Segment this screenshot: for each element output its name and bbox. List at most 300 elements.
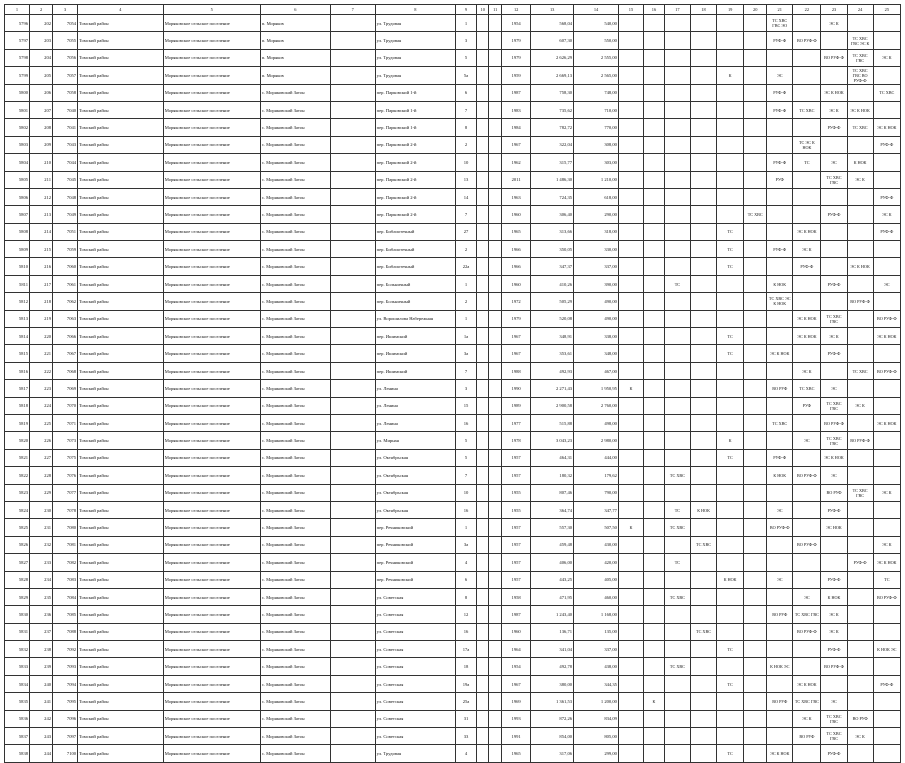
table-cell-col-14: 507,50 (574, 519, 619, 536)
table-cell-col-15 (618, 641, 643, 658)
table-cell-col-20 (744, 675, 767, 692)
column-number-header: 6 (260, 5, 330, 15)
table-cell-col-22: ЭС К НОК (793, 675, 821, 692)
table-cell-col-19: К (717, 432, 744, 449)
table-cell-col-5: Моряковское сельское поселение (163, 15, 260, 32)
table-cell-col-2: 208 (30, 119, 53, 136)
table-cell-col-15 (618, 728, 643, 745)
table-cell-col-5: Моряковское сельское поселение (163, 658, 260, 675)
table-cell-col-14: 790,00 (574, 484, 619, 501)
table-cell-col-25: ТС (873, 571, 900, 588)
table-cell-col-10 (476, 693, 489, 710)
table-cell-col-21: ТС ХВС (767, 414, 793, 431)
table-cell-col-7 (330, 536, 375, 553)
table-cell-col-1: 5836 (5, 710, 30, 727)
table-cell-col-3: 7068 (53, 362, 78, 379)
table-cell-col-6: с. Моряковский Затон (260, 223, 330, 240)
table-cell-col-23: ТС ХВС ГВС (821, 171, 847, 188)
table-cell-col-3: 7092 (53, 641, 78, 658)
table-cell-col-17 (664, 258, 690, 275)
table-cell-col-20 (744, 710, 767, 727)
table-cell-col-17: ТС ХВС (664, 588, 690, 605)
table-row (5, 710, 901, 727)
table-cell-col-17 (664, 571, 690, 588)
table-cell-col-16: К (644, 693, 665, 710)
table-cell-col-23: ТС ХВС ГВС (821, 432, 847, 449)
table-cell-col-8: пер. Речниковский (375, 571, 455, 588)
table-cell-col-25: РУФ-Ф (873, 136, 900, 153)
table-cell-col-2: 239 (30, 658, 53, 675)
table-cell-col-20 (744, 606, 767, 623)
table-cell-col-6: с. Моряковский Затон (260, 380, 330, 397)
table-cell-col-9: 3а (456, 345, 477, 362)
table-row (5, 380, 901, 397)
table-cell-col-22: ТС (793, 154, 821, 171)
table-cell-col-1: 5830 (5, 606, 30, 623)
table-cell-col-7 (330, 571, 375, 588)
table-cell-col-9: 4 (456, 554, 477, 571)
table-cell-col-15 (618, 588, 643, 605)
table-cell-col-17 (664, 310, 690, 327)
table-cell-col-13: 380,00 (531, 675, 574, 692)
table-cell-col-13: 364,74 (531, 501, 574, 518)
table-cell-col-12: 1979 (502, 49, 531, 66)
table-cell-col-6: с. Моряковский Затон (260, 188, 330, 205)
table-cell-col-11 (489, 293, 502, 310)
table-cell-col-18 (690, 119, 716, 136)
table-cell-col-9: 2 (456, 293, 477, 310)
table-cell-col-15: К (618, 519, 643, 536)
table-cell-col-13: 2 626,29 (531, 49, 574, 66)
table-cell-col-2: 223 (30, 380, 53, 397)
table-cell-col-18: К НОК (690, 501, 716, 518)
table-cell-col-5: Моряковское сельское поселение (163, 623, 260, 640)
table-cell-col-14: 2 565,00 (574, 67, 619, 84)
table-cell-col-10 (476, 554, 489, 571)
table-cell-col-20 (744, 519, 767, 536)
table-cell-col-14: 348,00 (574, 345, 619, 362)
table-cell-col-8: ул. Трудовая (375, 15, 455, 32)
table-cell-col-23 (821, 241, 847, 258)
table-cell-col-23: РУФ-Ф (821, 119, 847, 136)
table-cell-col-6: с. Моряковский Затон (260, 362, 330, 379)
table-cell-col-24: ТС ХВС ГВС (847, 49, 873, 66)
table-cell-col-11 (489, 49, 502, 66)
table-cell-col-21: РУФ-Ф (767, 32, 793, 49)
table-cell-col-25 (873, 623, 900, 640)
table-cell-col-20 (744, 693, 767, 710)
table-cell-col-8: пер. Ишимский (375, 345, 455, 362)
table-row (5, 223, 901, 240)
table-cell-col-25 (873, 380, 900, 397)
table-cell-col-13: 854,00 (531, 728, 574, 745)
table-cell-col-7 (330, 728, 375, 745)
table-cell-col-14: 1 200,00 (574, 693, 619, 710)
table-cell-col-19 (717, 710, 744, 727)
table-cell-col-15 (618, 223, 643, 240)
table-cell-col-7 (330, 275, 375, 292)
table-cell-col-13: 322,04 (531, 136, 574, 153)
table-cell-col-16 (644, 32, 665, 49)
table-cell-col-10 (476, 484, 489, 501)
table-cell-col-20 (744, 84, 767, 101)
table-cell-col-11 (489, 641, 502, 658)
table-cell-col-14: 338,00 (574, 328, 619, 345)
table-cell-col-24 (847, 241, 873, 258)
table-cell-col-24 (847, 345, 873, 362)
table-cell-col-8: ул. Советская (375, 693, 455, 710)
table-row (5, 101, 901, 118)
table-cell-col-12: 1991 (502, 728, 531, 745)
table-cell-col-10 (476, 745, 489, 762)
table-row (5, 275, 901, 292)
table-cell-col-21: ЭС (767, 67, 793, 84)
table-cell-col-1: 5805 (5, 171, 30, 188)
table-cell-col-20 (744, 432, 767, 449)
column-number-header: 4 (78, 5, 164, 15)
table-cell-col-6: с. Моряковский Затон (260, 293, 330, 310)
table-cell-col-20 (744, 414, 767, 431)
table-cell-col-19 (717, 623, 744, 640)
table-cell-col-18 (690, 49, 716, 66)
table-cell-col-17 (664, 641, 690, 658)
table-cell-col-5: Моряковское сельское поселение (163, 67, 260, 84)
table-cell-col-2: 243 (30, 728, 53, 745)
table-cell-col-15 (618, 536, 643, 553)
table-cell-col-22 (793, 293, 821, 310)
table-cell-col-5: Моряковское сельское поселение (163, 328, 260, 345)
table-cell-col-21 (767, 310, 793, 327)
table-row (5, 623, 901, 640)
table-cell-col-17: ТС (664, 275, 690, 292)
table-cell-col-25 (873, 171, 900, 188)
table-cell-col-14: 805,00 (574, 728, 619, 745)
table-cell-col-19: ТС (717, 641, 744, 658)
table-cell-col-3: 7055 (53, 32, 78, 49)
table-cell-col-3: 7071 (53, 414, 78, 431)
table-cell-col-13: 443,25 (531, 571, 574, 588)
table-cell-col-1: 5812 (5, 293, 30, 310)
table-cell-col-16 (644, 293, 665, 310)
table-cell-col-5: Моряковское сельское поселение (163, 171, 260, 188)
table-row (5, 15, 901, 32)
table-cell-col-7 (330, 328, 375, 345)
table-cell-col-17 (664, 171, 690, 188)
table-cell-col-3: 7088 (53, 623, 78, 640)
table-cell-col-4: Томский район (78, 171, 164, 188)
table-cell-col-15 (618, 84, 643, 101)
column-number-header: 14 (574, 5, 619, 15)
table-cell-col-14: 1 950,95 (574, 380, 619, 397)
table-cell-col-9: 3 (456, 380, 477, 397)
table-cell-col-9: 7 (456, 362, 477, 379)
table-cell-col-14: 550,00 (574, 32, 619, 49)
table-cell-col-3: 7051 (53, 223, 78, 240)
table-cell-col-5: Моряковское сельское поселение (163, 414, 260, 431)
table-cell-col-2: 203 (30, 32, 53, 49)
table-cell-col-8: ул. Ворошилова Набережная (375, 310, 455, 327)
table-cell-col-23 (821, 136, 847, 153)
column-number-header: 2 (30, 5, 53, 15)
table-cell-col-24 (847, 745, 873, 762)
table-cell-col-21: ЭС (767, 501, 793, 518)
table-cell-col-5: Моряковское сельское поселение (163, 49, 260, 66)
table-cell-col-17 (664, 432, 690, 449)
table-cell-col-11 (489, 745, 502, 762)
table-cell-col-18 (690, 101, 716, 118)
table-cell-col-4: Томский район (78, 15, 164, 32)
table-cell-col-5: Моряковское сельское поселение (163, 501, 260, 518)
table-cell-col-22: ЭС К НОК (793, 223, 821, 240)
table-cell-col-10 (476, 119, 489, 136)
table-cell-col-13: 872,26 (531, 710, 574, 727)
table-cell-col-17: ТС ХВС (664, 467, 690, 484)
table-cell-col-4: Томский район (78, 693, 164, 710)
table-cell-col-19 (717, 501, 744, 518)
table-cell-col-24: ТС ХВС ГВС ВО РУФ-Ф (847, 67, 873, 84)
table-cell-col-8: ул. Октябрьская (375, 501, 455, 518)
table-cell-col-15 (618, 119, 643, 136)
table-cell-col-3: 7069 (53, 380, 78, 397)
table-cell-col-9: 13 (456, 171, 477, 188)
table-cell-col-19 (717, 15, 744, 32)
table-cell-col-9: 1 (456, 519, 477, 536)
table-cell-col-19 (717, 484, 744, 501)
table-cell-col-16 (644, 67, 665, 84)
table-cell-col-20 (744, 588, 767, 605)
table-cell-col-4: Томский район (78, 519, 164, 536)
table-cell-col-11 (489, 571, 502, 588)
table-row (5, 519, 901, 536)
table-row (5, 258, 901, 275)
table-cell-col-5: Моряковское сельское поселение (163, 206, 260, 223)
table-cell-col-7 (330, 432, 375, 449)
table-cell-col-16 (644, 728, 665, 745)
table-row (5, 432, 901, 449)
table-cell-col-13: 350,05 (531, 241, 574, 258)
table-cell-col-22 (793, 519, 821, 536)
table-cell-col-10 (476, 328, 489, 345)
table-row (5, 588, 901, 605)
table-cell-col-2: 226 (30, 432, 53, 449)
table-cell-col-19 (717, 154, 744, 171)
table-cell-col-25 (873, 501, 900, 518)
table-cell-col-5: Моряковское сельское поселение (163, 397, 260, 414)
table-cell-col-22: ТС ХВС ГВС (793, 606, 821, 623)
table-cell-col-10 (476, 275, 489, 292)
table-cell-col-14: 444,00 (574, 449, 619, 466)
table-cell-col-12: 1957 (502, 519, 531, 536)
table-cell-col-12: 1955 (502, 501, 531, 518)
table-cell-col-24 (847, 310, 873, 327)
table-cell-col-20 (744, 154, 767, 171)
table-cell-col-6: с. Моряковский Затон (260, 484, 330, 501)
table-cell-col-10 (476, 15, 489, 32)
table-cell-col-3: 7041 (53, 119, 78, 136)
table-cell-col-19 (717, 136, 744, 153)
table-cell-col-17 (664, 484, 690, 501)
table-cell-col-14: 179,62 (574, 467, 619, 484)
table-cell-col-11 (489, 67, 502, 84)
table-cell-col-15 (618, 675, 643, 692)
column-number-header: 20 (744, 5, 767, 15)
table-cell-col-10 (476, 588, 489, 605)
table-cell-col-18 (690, 154, 716, 171)
table-cell-col-16 (644, 84, 665, 101)
table-cell-col-12: 1993 (502, 710, 531, 727)
table-cell-col-16 (644, 380, 665, 397)
table-cell-col-17 (664, 188, 690, 205)
table-cell-col-13: 492,78 (531, 658, 574, 675)
table-cell-col-6: с. Моряковский Затон (260, 206, 330, 223)
table-cell-col-8: ул. Советская (375, 641, 455, 658)
table-cell-col-18 (690, 728, 716, 745)
table-cell-col-11 (489, 345, 502, 362)
table-cell-col-16 (644, 484, 665, 501)
table-cell-col-13: 735,62 (531, 101, 574, 118)
table-cell-col-17 (664, 328, 690, 345)
table-cell-col-14: 344,35 (574, 675, 619, 692)
table-cell-col-11 (489, 554, 502, 571)
table-cell-col-3: 7082 (53, 554, 78, 571)
table-cell-col-17 (664, 84, 690, 101)
table-cell-col-7 (330, 310, 375, 327)
table-cell-col-9: 7 (456, 467, 477, 484)
table-cell-col-22: ВО РУФ-Ф (793, 467, 821, 484)
table-cell-col-20 (744, 641, 767, 658)
table-cell-col-19 (717, 293, 744, 310)
table-cell-col-19 (717, 362, 744, 379)
table-cell-col-2: 242 (30, 710, 53, 727)
table-cell-col-21: К НОК ЭС (767, 658, 793, 675)
table-cell-col-11 (489, 467, 502, 484)
table-cell-col-3: 7096 (53, 710, 78, 727)
table-cell-col-3: 7059 (53, 241, 78, 258)
table-cell-col-19 (717, 206, 744, 223)
table-cell-col-17 (664, 223, 690, 240)
table-cell-col-12: 1955 (502, 484, 531, 501)
table-cell-col-14: 770,00 (574, 119, 619, 136)
table-row (5, 693, 901, 710)
table-cell-col-5: Моряковское сельское поселение (163, 728, 260, 745)
table-cell-col-22 (793, 745, 821, 762)
table-cell-col-15 (618, 397, 643, 414)
table-cell-col-21: ВО РУФ (767, 693, 793, 710)
table-cell-col-4: Томский район (78, 223, 164, 240)
table-cell-col-11 (489, 310, 502, 327)
table-cell-col-23: ЭС (821, 467, 847, 484)
table-cell-col-25 (873, 67, 900, 84)
table-row (5, 49, 901, 66)
table-cell-col-3: 7084 (53, 588, 78, 605)
table-cell-col-6: с. Моряковский Затон (260, 623, 330, 640)
table-cell-col-11 (489, 449, 502, 466)
table-cell-col-8: ул. Трудовая (375, 67, 455, 84)
table-cell-col-21 (767, 206, 793, 223)
table-cell-col-14: 498,00 (574, 414, 619, 431)
table-cell-col-15 (618, 484, 643, 501)
table-cell-col-3: 7097 (53, 728, 78, 745)
table-cell-col-9: 22а (456, 258, 477, 275)
table-cell-col-10 (476, 519, 489, 536)
table-cell-col-22: ВО РУФ-Ф (793, 623, 821, 640)
table-cell-col-7 (330, 258, 375, 275)
table-cell-col-23 (821, 188, 847, 205)
table-cell-col-8: ул. Советская (375, 728, 455, 745)
table-cell-col-23 (821, 223, 847, 240)
table-cell-col-19 (717, 728, 744, 745)
table-row (5, 675, 901, 692)
table-cell-col-2: 229 (30, 484, 53, 501)
table-cell-col-10 (476, 501, 489, 518)
table-cell-col-3: 7045 (53, 171, 78, 188)
table-cell-col-6: с. Моряковский Затон (260, 728, 330, 745)
table-cell-col-5: Моряковское сельское поселение (163, 432, 260, 449)
table-cell-col-10 (476, 154, 489, 171)
table-cell-col-8: пер. Больничный (375, 275, 455, 292)
table-cell-col-4: Томский район (78, 658, 164, 675)
table-cell-col-5: Моряковское сельское поселение (163, 380, 260, 397)
table-cell-col-22 (793, 275, 821, 292)
table-cell-col-22: РУФ (793, 397, 821, 414)
table-cell-col-6: с. Моряковский Затон (260, 432, 330, 449)
table-cell-col-21 (767, 536, 793, 553)
table-cell-col-7 (330, 414, 375, 431)
table-cell-col-3: 7095 (53, 693, 78, 710)
table-cell-col-13: 1 486,30 (531, 171, 574, 188)
table-cell-col-7 (330, 188, 375, 205)
column-number-header: 15 (618, 5, 643, 15)
table-cell-col-9: 25а (456, 693, 477, 710)
table-cell-col-20 (744, 293, 767, 310)
table-cell-col-18 (690, 67, 716, 84)
table-cell-col-19 (717, 658, 744, 675)
table-cell-col-19 (717, 49, 744, 66)
table-cell-col-13: 459,48 (531, 536, 574, 553)
table-cell-col-15 (618, 275, 643, 292)
table-cell-col-22: ЭС К (793, 710, 821, 727)
table-cell-col-21 (767, 49, 793, 66)
table-cell-col-7 (330, 293, 375, 310)
table-cell-col-15 (618, 32, 643, 49)
table-cell-col-24 (847, 414, 873, 431)
table-cell-col-2: 232 (30, 536, 53, 553)
table-cell-col-21 (767, 484, 793, 501)
table-cell-col-12: 1979 (502, 310, 531, 327)
table-cell-col-18 (690, 310, 716, 327)
table-row (5, 414, 901, 431)
table-cell-col-21: ЭС К НОК (767, 345, 793, 362)
table-cell-col-12: 1989 (502, 397, 531, 414)
table-cell-col-4: Томский район (78, 467, 164, 484)
table-cell-col-18 (690, 362, 716, 379)
table-cell-col-1: 5818 (5, 397, 30, 414)
table-cell-col-13: 568,04 (531, 15, 574, 32)
table-cell-col-12: 1983 (502, 101, 531, 118)
table-cell-col-20 (744, 32, 767, 49)
table-cell-col-18 (690, 206, 716, 223)
table-cell-col-8: пер. Парковский 2-й (375, 206, 455, 223)
table-cell-col-19 (717, 693, 744, 710)
table-cell-col-9: 1 (456, 15, 477, 32)
table-cell-col-22 (793, 345, 821, 362)
table-cell-col-4: Томский район (78, 623, 164, 640)
table-cell-col-14: 748,00 (574, 84, 619, 101)
table-cell-col-22 (793, 641, 821, 658)
table-cell-col-21 (767, 188, 793, 205)
table-cell-col-8: пер. Библиотечный (375, 241, 455, 258)
table-cell-col-4: Томский район (78, 362, 164, 379)
